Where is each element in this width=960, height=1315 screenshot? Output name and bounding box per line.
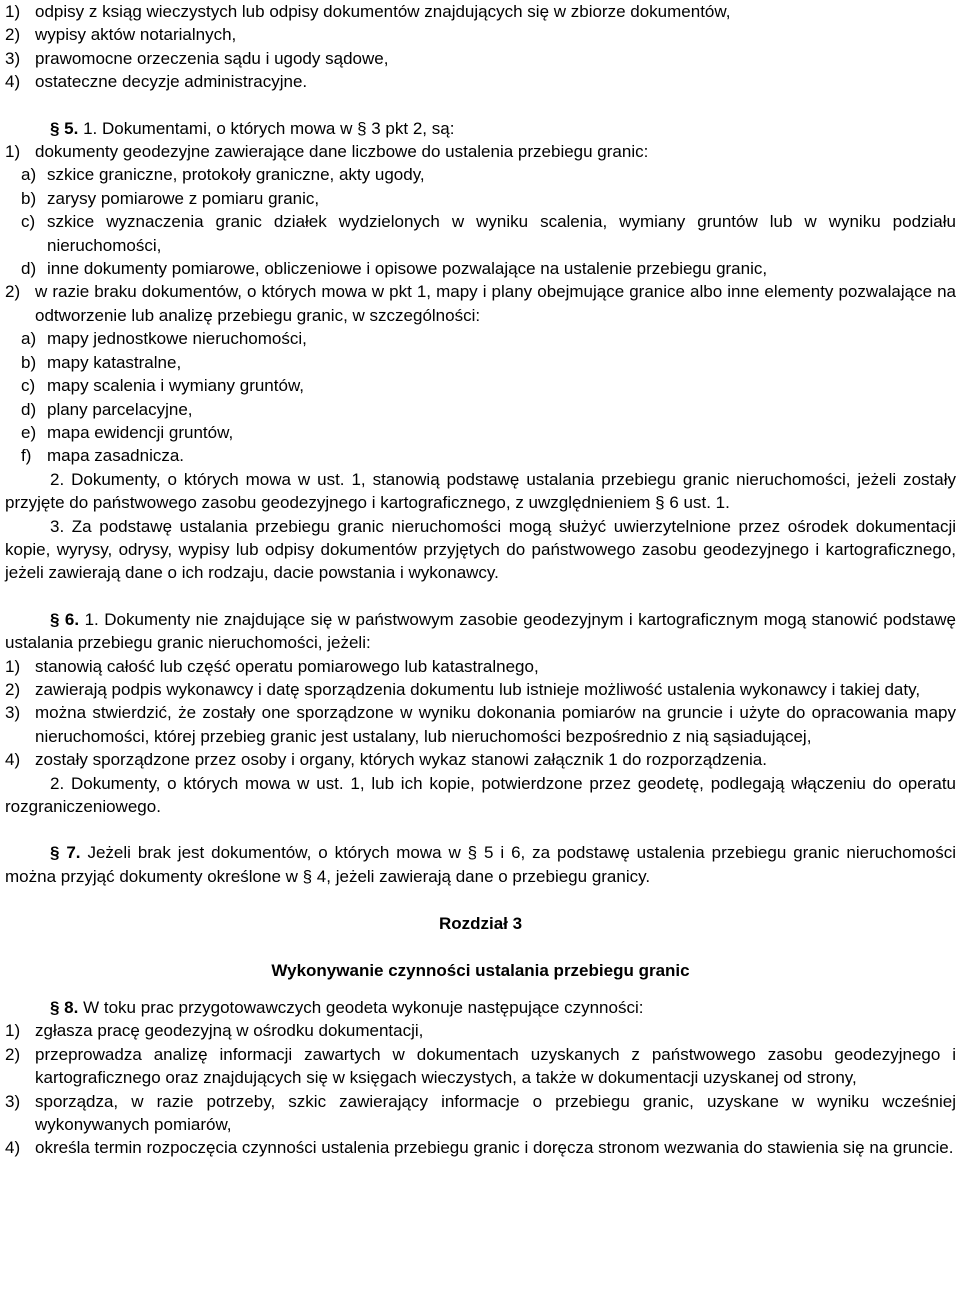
sub-item: f) mapa zasadnicza. [21, 446, 185, 466]
sub-item: e) mapa ewidencji gruntów, [21, 422, 234, 442]
section-5-number: § 5. [50, 118, 79, 138]
section-8-lead: § 8. W toku prac przygotowawczych geodeta wykonuje następujące czynności: [50, 998, 644, 1018]
list-item: 3) można stwierdzić, że zostały one sporządzone w wyniku dokonania pomiarów na gruncie i użyte do opracowania mapy nieruchomości, której przebieg granic jest ustalany, lub nieruchomości bezpośrednio z nią sąsiadującej, [5, 703, 956, 746]
sub-item: c) mapy scalenia i wymiany gruntów, [21, 376, 305, 396]
list-item: 4) określa termin rozpoczęcia czynności ustalenia przebiegu granic i doręcza stronom wezwania do stawienia się na gruncie. [5, 1138, 954, 1158]
list-item: 2) wypisy aktów notarialnych, [5, 25, 237, 45]
section-5-ust-2: 2. Dokumenty, o których mowa w ust. 1, stanowią podstawę ustalania przebiegu granic nieruchomości, jeżeli zostały przyjęte do państwowego zasobu geodezyjnego i kartograficznego, z uwzględnieniem § 6 ust. 1. [5, 469, 956, 513]
list-item: 4) zostały sporządzone przez osoby i organy, których wykaz stanowi załącznik 1 do rozporządzenia. [5, 750, 767, 770]
section-5-ust-3: 3. Za podstawę ustalania przebiegu granic nieruchomości mogą służyć uwierzytelnione przez ośrodek dokumentacji kopie, wyrysy, odrysy, wypisy lub odpisy dokumentów przyjętych do państwowego zasobu geodezyjnego i kartograficznego, jeżeli zawierają dane o ich rodzaju, dacie powstania i wykonawcy. [5, 516, 956, 583]
list-item: 2) przeprowadza analizę informacji zawartych w dokumentach uzyskanych z państwowego zasobu geodezyjnego i kartograficznego oraz znajdujących się w księgach wieczystych, a także w dokumentacji uzyskanej od strony, [5, 1044, 956, 1088]
list-item: 2) zawierają podpis wykonawcy i datę sporządzenia dokumentu lub istnieje możliwość ustalenia wykonawcy i takiej daty, [5, 679, 921, 699]
list-item: 2) w razie braku dokumentów, o których mowa w pkt 1, mapy i plany obejmujące granice albo inne elementy pozwalające na odtworzenie lub analizę przebiegu granic, w szczególności: [5, 282, 956, 325]
section-5-lead: § 5. 1. Dokumentami, o których mowa w § 3 pkt 2, są: [50, 118, 455, 138]
spacer [5, 94, 956, 117]
section-6-number: § 6. [50, 609, 80, 629]
section-6-ust-2: 2. Dokumenty, o których mowa w ust. 1, lub ich kopie, potwierdzone przez geodetę, podlegają włączeniu do operatu rozgraniczeniowego. [5, 773, 956, 816]
list-item: 1) stanowią całość lub część operatu pomiarowego lub katastralnego, [5, 656, 539, 676]
list-item: 4) ostateczne decyzje administracyjne. [5, 72, 308, 92]
top-list [5, 0, 956, 94]
spacer [5, 818, 956, 841]
list-item: 1) dokumenty geodezyjne zawierające dane liczbowe do ustalenia przebiegu granic: [5, 142, 649, 162]
sub-item: d) inne dokumenty pomiarowe, obliczeniowe i opisowe pozwalające na ustalenie przebiegu granic, [21, 259, 768, 279]
sub-item: c) szkice wyznaczenia granic działek wydzielonych w wyniku scalenia, wymiany gruntów lub w wyniku podziału nieruchomości, [21, 212, 956, 255]
spacer [5, 982, 956, 996]
sub-item: b) mapy katastralne, [21, 352, 182, 372]
list-item: 3) prawomocne orzeczenia sądu i ugody sądowe, [5, 48, 389, 68]
chapter-label: Rozdział 3 [438, 914, 523, 934]
sub-item: d) plany parcelacyjne, [21, 399, 193, 419]
section-5 [5, 117, 956, 585]
list-item: 3) sporządza, w razie potrzeby, szkic zawierający informacje o przebiegu granic, uzyskane w wyniku wcześniej wykonywanych pomiarów, [5, 1091, 956, 1135]
section-6-lead: § 6. 1. Dokumenty nie znajdujące się w państwowym zasobie geodezyjnym i kartograficznym mogą stanowić podstawę ustalania przebiegu granic nieruchomości, jeżeli: [5, 609, 956, 653]
section-7-number: § 7. [50, 843, 81, 863]
section-7: § 7. Jeżeli brak jest dokumentów, o których mowa w § 5 i 6, za podstawę ustalenia przebiegu granic nieruchomości można przyjąć dokumenty określone w § 4, jeżeli zawierają dane o przebiegu granicy. [5, 843, 956, 886]
section-6 [5, 608, 956, 819]
sub-item: a) mapy jednostkowe nieruchomości, [21, 329, 307, 349]
list-item: 1) zgłasza pracę geodezyjną w ośrodku dokumentacji, [5, 1021, 424, 1041]
sub-item: b) zarysy pomiarowe z pomiaru granic, [21, 188, 320, 208]
section-8 [5, 996, 956, 1160]
spacer [5, 585, 956, 608]
section-8-number: § 8. [50, 998, 79, 1018]
chapter-title: Wykonywanie czynności ustalania przebiegu granic [271, 960, 690, 980]
sub-item: a) szkice graniczne, protokoły graniczne, akty ugody, [21, 165, 425, 185]
list-item: 1) odpisy z ksiąg wieczystych lub odpisy dokumentów znajdujących się w zbiorze dokumentów, [5, 2, 731, 21]
